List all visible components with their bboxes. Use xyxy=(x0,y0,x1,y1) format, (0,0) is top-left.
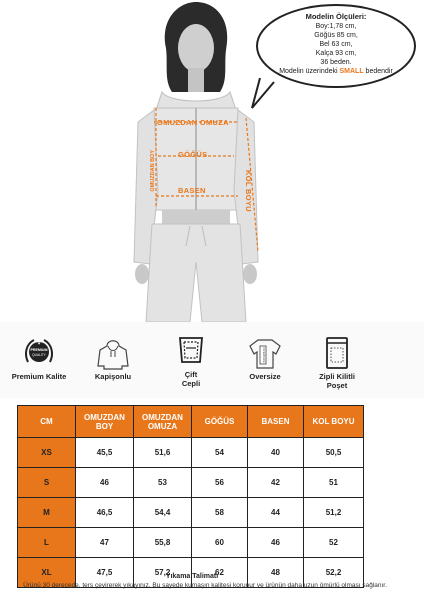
table-cell: 51 xyxy=(304,468,364,498)
table-row xyxy=(18,498,364,528)
size-chart-table xyxy=(17,405,364,588)
table-cell: 47 xyxy=(76,528,134,558)
zip-bag-icon xyxy=(322,336,352,370)
table-cell: 45,5 xyxy=(76,438,134,468)
table-header: BASEN xyxy=(248,406,304,438)
oversize-tag-text: OVERSIZE xyxy=(262,347,266,363)
table-header: OMUZDAN OMUZA xyxy=(134,406,192,438)
bubble-tail xyxy=(250,76,280,110)
badge-bottom-text: QUALITY xyxy=(32,353,46,357)
model-measurements-bubble xyxy=(256,4,416,88)
table-cell: 57,2 xyxy=(134,558,192,588)
model-info-title: Modelin Ölçüleri: xyxy=(305,12,367,21)
worn-size: SMALL xyxy=(339,68,364,75)
table-cell: 44 xyxy=(248,498,304,528)
table-cell: 46 xyxy=(248,528,304,558)
table-cell: 50,5 xyxy=(304,438,364,468)
omuzdan-omuza-label: OMUZDAN OMUZA xyxy=(157,118,229,127)
size-cell: M xyxy=(18,498,76,528)
table-cell: 46 xyxy=(76,468,134,498)
model-info-line: Kalça 93 cm, xyxy=(315,50,357,57)
washing-instructions xyxy=(0,572,424,590)
table-cell: 46,5 xyxy=(76,498,134,528)
table-header: OMUZDAN BOY xyxy=(76,406,134,438)
oversize-shirt-icon xyxy=(248,336,282,370)
feature-pockets xyxy=(156,334,226,388)
feature-oversize xyxy=(230,336,300,381)
size-cell: XS xyxy=(18,438,76,468)
washing-title: Yıkama Talimatı xyxy=(165,573,219,580)
table-cell: 60 xyxy=(192,528,248,558)
table-cell: 47,5 xyxy=(76,558,134,588)
table-cell: 54 xyxy=(192,438,248,468)
worn-size-line: Modelin üzerindeki SMALL bedendir xyxy=(279,68,393,75)
table-cell: 51,2 xyxy=(304,498,364,528)
model-info-line: Boy:1,78 cm, xyxy=(315,23,357,30)
feature-label: Çift Cepli xyxy=(181,370,201,388)
table-header: KOL BOYU xyxy=(304,406,364,438)
basen-label: BASEN xyxy=(178,186,206,195)
table-cell: 53 xyxy=(134,468,192,498)
table-cell: 58 xyxy=(192,498,248,528)
feature-label: Zipli Kilitli Poşet xyxy=(319,372,355,390)
feature-hooded xyxy=(78,336,148,381)
size-cell: L xyxy=(18,528,76,558)
table-header-row xyxy=(18,406,364,438)
model-figure xyxy=(110,0,280,322)
table-cell: 40 xyxy=(248,438,304,468)
table-cell: 55,8 xyxy=(134,528,192,558)
kol-boyu-label: KOL BOYU xyxy=(244,170,253,212)
omuzdan-boy-label: OMUZDAN BOY xyxy=(150,150,156,192)
table-cell: 48 xyxy=(248,558,304,588)
table-cell: 62 xyxy=(192,558,248,588)
model-info-line: 36 beden. xyxy=(320,59,352,66)
feature-strip xyxy=(0,322,424,398)
premium-quality-badge-icon xyxy=(22,336,56,370)
feature-label: Kapişonlu xyxy=(94,372,132,381)
feature-premium xyxy=(4,336,74,381)
table-cell: 42 xyxy=(248,468,304,498)
gogus-label: GÖĞÜS xyxy=(178,150,208,159)
table-row xyxy=(18,528,364,558)
svg-text:★: ★ xyxy=(37,340,41,346)
size-cell: S xyxy=(18,468,76,498)
table-header: GÖĞÜS xyxy=(192,406,248,438)
table-cell: 51,6 xyxy=(134,438,192,468)
table-cell: 54,4 xyxy=(134,498,192,528)
badge-top-text: PREMIUM xyxy=(30,348,48,352)
hoodie-icon xyxy=(96,336,130,370)
table-row xyxy=(18,438,364,468)
size-cell: XL xyxy=(18,558,76,588)
feature-label: Premium Kalite xyxy=(11,372,67,381)
table-cell: 56 xyxy=(192,468,248,498)
model-info-line: Bel 63 cm, xyxy=(319,41,353,48)
table-cell: 52,2 xyxy=(304,558,364,588)
table-row xyxy=(18,468,364,498)
table-cell: 52 xyxy=(304,528,364,558)
feature-zip-bag xyxy=(302,336,372,390)
double-pocket-icon xyxy=(177,334,205,368)
washing-text: Ürünü 30 derecede, ters çevirerek yıkayınız. Bu sayede kumaşın kalitesi korunur ve ürünün daha uzun ömürlü olması sağlanır. xyxy=(23,582,387,589)
feature-label: Oversize xyxy=(249,372,281,381)
model-info-line: Göğüs 85 cm, xyxy=(314,32,358,39)
table-header: CM xyxy=(18,406,76,438)
